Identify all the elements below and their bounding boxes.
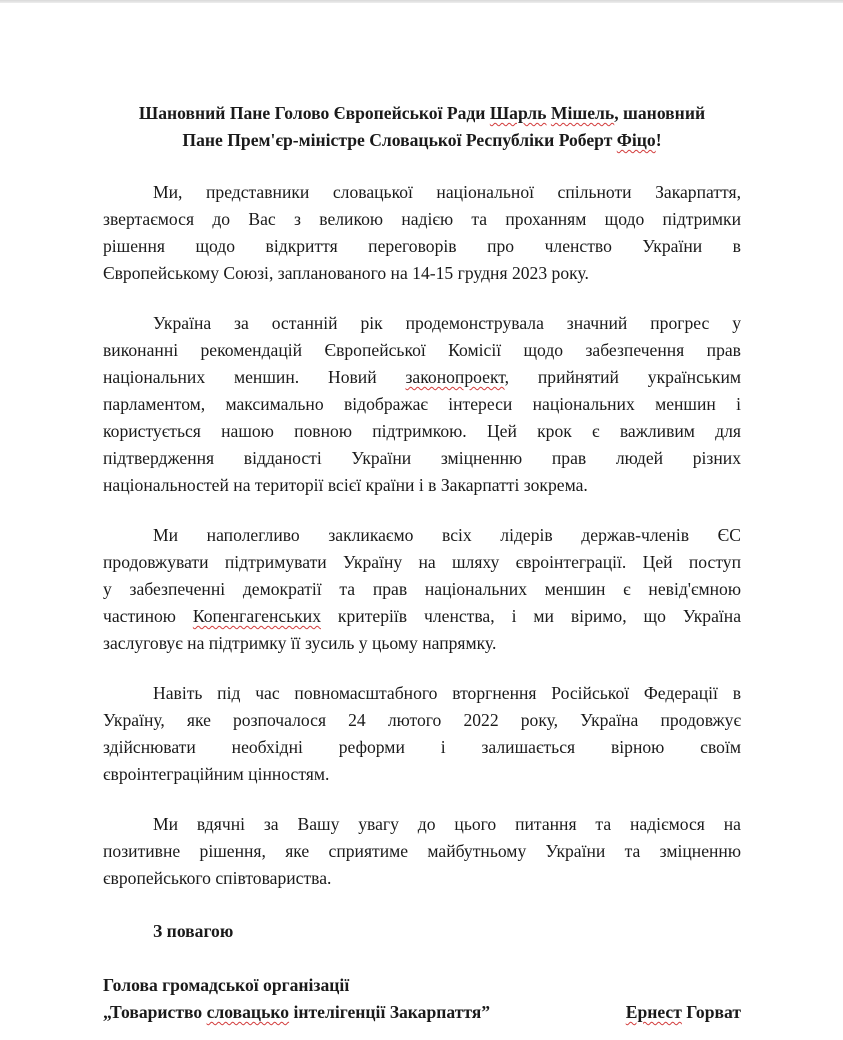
- spacer: [103, 657, 741, 680]
- text-line: користується нашою повною підтримкою. Цей крок є важливим для: [103, 421, 741, 441]
- signatory-name: Ернест Горват: [625, 1002, 741, 1022]
- spellcheck-flagged-word: словацько: [206, 1002, 290, 1022]
- spellcheck-flagged-word: Шарль: [489, 103, 547, 123]
- text-line: Ми, представники словацької національної спільноти Закарпаття,: [153, 182, 741, 202]
- text-line: національностей на території всієї країни і в Закарпатті зокрема.: [103, 475, 588, 495]
- organization-name: „Товариство словацько інтелігенції Закарпаття”: [103, 1002, 491, 1022]
- text-line: національних меншин. Новий законопроект, прийнятий українським: [103, 367, 741, 387]
- paragraph-4: [103, 680, 741, 788]
- spacer: [103, 892, 741, 918]
- closing-line: З повагою: [153, 921, 234, 941]
- paragraph-5: [103, 811, 741, 892]
- text-line: парламентом, максимально відображає інтереси національних меншин і: [103, 394, 741, 414]
- salutation: [103, 100, 741, 154]
- signatory-title: Голова громадської організації: [103, 975, 350, 995]
- spacer: [103, 154, 741, 179]
- signatory-row: [103, 999, 741, 1026]
- text-line: виконанні рекомендацій Європейської Комісії щодо забезпечення прав: [103, 340, 741, 360]
- text-line: частиною Копенгагенських критеріїв членства, і ми віримо, що Україна: [103, 606, 741, 626]
- text-line: здійснювати необхідні реформи і залишається вірною своїм: [103, 737, 741, 757]
- spellcheck-flagged-word: Ернест: [625, 1002, 682, 1022]
- text-line: Європейському Союзі, запланованого на 14-15 грудня 2023 року.: [103, 263, 589, 283]
- paragraph-3: [103, 522, 741, 657]
- signature-block: [103, 972, 741, 1026]
- text-line: Україна за останній рік продемонструвала значний прогрес у: [153, 313, 741, 333]
- paragraph-2: [103, 310, 741, 499]
- text-line: у забезпеченні демократії та прав національних меншин є невід'ємною: [103, 579, 741, 599]
- text-line: євроінтеграційним цінностям.: [103, 764, 330, 784]
- salutation-line-1: Шановний Пане Голово Європейської Ради Шарль Мішель, шановний: [138, 103, 706, 123]
- text-line: Ми вдячні за Вашу увагу до цього питання та надіємося на: [153, 814, 741, 834]
- spellcheck-flagged-word: Мішель: [550, 103, 615, 123]
- text-line: звертаємося до Вас з великою надією та проханням щодо підтримки: [103, 209, 741, 229]
- salutation-line-2: Пане Прем'єр-міністре Словацької Республіки Роберт Фіцо!: [182, 130, 662, 150]
- text-line: Ми наполегливо закликаємо всіх лідерів держав-членів ЄС: [153, 525, 741, 545]
- text-line: європейського співтовариства.: [103, 868, 332, 888]
- text-line: Україну, яке розпочалося 24 лютого 2022 року, Україна продовжує: [103, 710, 741, 730]
- spacer: [103, 945, 741, 972]
- letter-page: [103, 100, 741, 1026]
- text-line: Навіть під час повномасштабного вторгнення Російської Федерації в: [153, 683, 741, 703]
- spellcheck-flagged-word: Фіцо: [616, 130, 656, 150]
- text-line: рішення щодо відкриття переговорів про членство України в: [103, 236, 741, 256]
- spellcheck-flagged-word: законопроект: [405, 367, 505, 387]
- text-line: заслуговує на підтримку її зусиль у цьому напрямку.: [103, 633, 497, 653]
- top-edge-bar: [0, 0, 843, 3]
- text-line: продовжувати підтримувати Україну на шляху євроінтеграції. Цей поступ: [103, 552, 741, 572]
- text-line: підтвердження відданості України зміцненню прав людей різних: [103, 448, 741, 468]
- paragraph-1: [103, 179, 741, 287]
- spacer: [103, 499, 741, 522]
- spellcheck-flagged-word: Копенгагенських: [192, 606, 321, 626]
- spacer: [103, 788, 741, 811]
- spacer: [103, 287, 741, 310]
- text-line: позитивне рішення, яке сприятиме майбутньому України та зміцненню: [103, 841, 741, 861]
